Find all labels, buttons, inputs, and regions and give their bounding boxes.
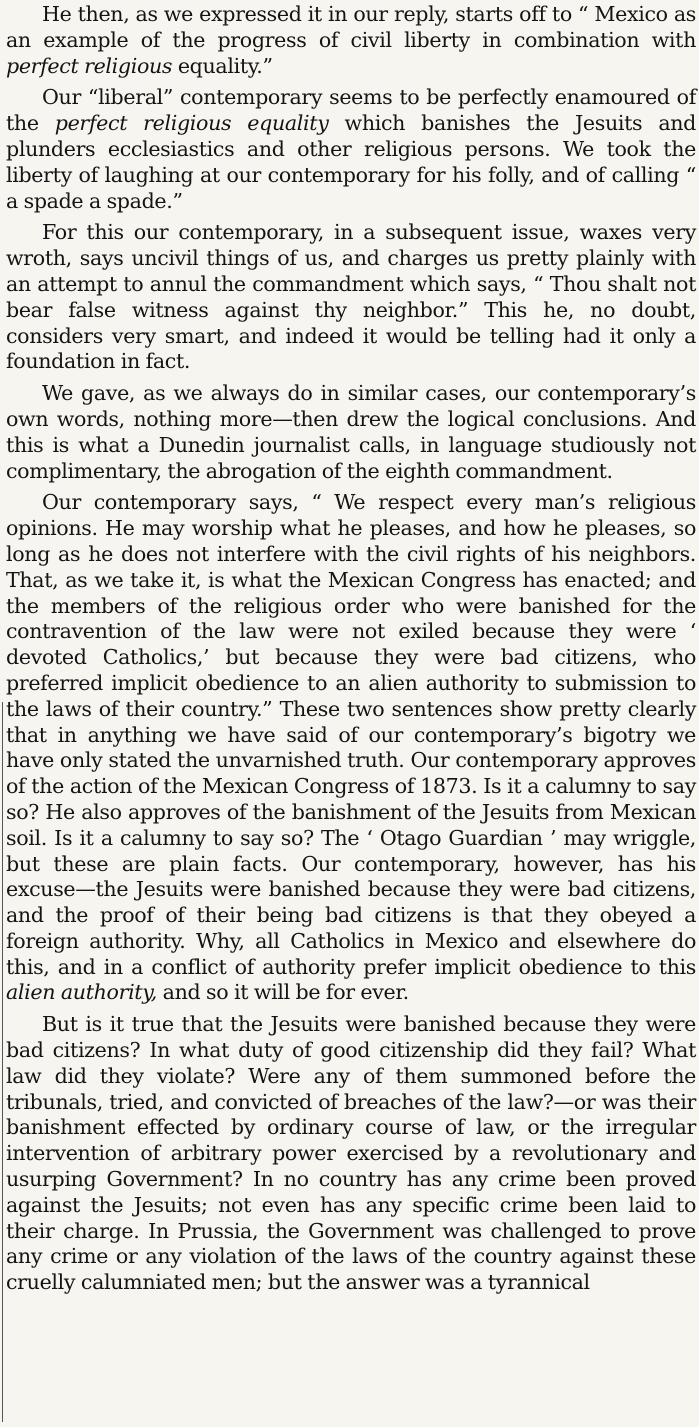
paragraph-5 xyxy=(6,490,696,1006)
text-run: But is it true that the Jesuits were banished because they were bad citizens? In what duty of good citizenship did they fail? What law did they violate? Were any of them summoned before the tribunals, tried, and convicted of breaches of the law?—or was their banishment effected by ordinary course of law, or the irregular intervention of arbitrary power exercised by a revolutionary and usurping Government? In no country has any crime been proved against the Jesuits; not even has any specific crime been laid to their charge. In Prussia, the Government was challenged to prove any crime or any violation of the laws of the country against these cruelly calumniated men; but the answer was a tyrannical xyxy=(6,1012,696,1295)
text-run: We gave, as we always do in similar cases, our contemporary’s own words, nothing more—then drew the logical conclusions. And this is what a Dunedin journalist calls, in language studiously not complimentary, the abrogation of the eighth commandment. xyxy=(6,381,696,483)
text-run: Our “liberal” contemporary seems to be perfectly enamoured of the xyxy=(6,85,696,136)
text-run: Our contemporary says, “ We respect every man’s religious opinions. He may worship what he pleases, and how he pleases, so long as he does not interfere with the civil rights of his neighbors. That, as we take it, is what the Mexican Congress has enacted; and the members of the religious order who were banished for the contravention of the law were not exiled because they were ‘ devoted Catholics,’ but because they were bad citizens, who preferred implicit obedience to an alien authority to submission to the laws of their country.” These two sentences show pretty clearly that in anything we have said of our contemporary’s bigotry we have only stated the unvarnished truth. Our contemporary approves of the action of the Mexican Congress of 1873. Is it a calumny to say so? He also approves of the banishment of the Jesuits from Mexican soil. Is it a calumny to say so? The ‘ Otago Guardian ’ may wriggle, but these are plain facts. Our contemporary, however, has his excuse—the Jesuits were banished because they were bad citizens, and the proof of their being bad citizens is that they obeyed a foreign authority. Why, all Catholics in Mexico and elsewhere do this, and in a conflict of authority prefer implicit obedience to this xyxy=(6,490,696,979)
text-run: equality.” xyxy=(172,53,273,78)
paragraph-6 xyxy=(6,1012,696,1296)
paragraph-3 xyxy=(6,220,696,375)
text-run: and so it will be for ever. xyxy=(156,980,409,1005)
italic-text-run: alien authority, xyxy=(6,980,157,1005)
text-run: which banishes the Jesuits and plunders ecclesiastics and other religious persons. We took the liberty of laughing at our contemporary for his folly, and of calling “ a spade a spade.” xyxy=(6,111,696,213)
text-run: He then, as we expressed it in our reply, starts off to “ Mexico as an example of the progress of civil liberty in combination with xyxy=(6,2,696,52)
paragraph-1 xyxy=(6,2,696,79)
text-run: For this our contemporary, in a subsequent issue, waxes very wroth, says uncivil things of us, and charges us pretty plainly with an attempt to annul the commandment which says, “ Thou shalt not bear false witness against thy neighbor.” This he, no doubt, considers very smart, and indeed it would be telling had it only a foundation in fact. xyxy=(6,220,696,374)
paragraph-2 xyxy=(6,85,696,214)
paragraph-4 xyxy=(6,381,696,484)
article-column xyxy=(0,2,699,1427)
italic-text-run: perfect religious xyxy=(6,53,173,78)
italic-text-run: perfect religious equality xyxy=(54,111,329,136)
